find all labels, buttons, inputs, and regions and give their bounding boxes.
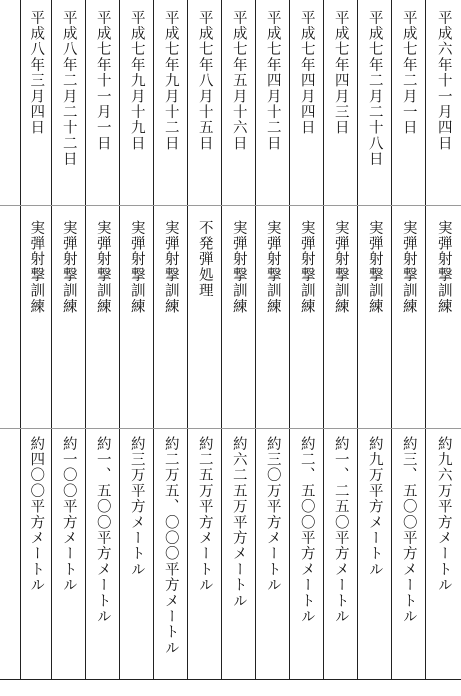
record-type: 不発弾処理 (196, 220, 213, 299)
record-column (255, 0, 289, 680)
record-date: 平成七年二月一日 (400, 10, 417, 136)
record-date: 平成六年十一月四日 (435, 10, 452, 152)
record-column (425, 0, 461, 680)
record-date: 平成七年九月十二日 (162, 10, 179, 152)
record-type: 実弾射撃訓練 (400, 220, 417, 315)
record-column (187, 0, 221, 680)
record-area: 約九六万平方メートル (435, 436, 452, 593)
record-column (323, 0, 357, 680)
record-date: 平成七年八月十五日 (196, 10, 213, 152)
record-column (20, 0, 51, 680)
row-divider (0, 428, 461, 429)
record-type: 実弾射撃訓練 (298, 220, 315, 315)
record-type: 実弾射撃訓練 (60, 220, 77, 315)
record-column (119, 0, 153, 680)
record-area: 約三、五〇〇平方メートル (400, 436, 417, 625)
row-divider (0, 205, 461, 206)
record-area: 約一、二五〇平方メートル (332, 436, 349, 625)
record-column (391, 0, 425, 680)
record-area: 約二万五、〇〇〇平方メートル (162, 436, 179, 656)
record-type: 実弾射撃訓練 (128, 220, 145, 315)
record-column (153, 0, 187, 680)
record-column (221, 0, 255, 680)
record-column (289, 0, 323, 680)
record-date: 平成七年五月十六日 (230, 10, 247, 152)
record-date: 平成七年二月二十八日 (366, 10, 383, 167)
table-bottom-border (0, 679, 461, 680)
record-column (357, 0, 391, 680)
record-type: 実弾射撃訓練 (230, 220, 247, 315)
record-area: 約一〇〇平方メートル (60, 436, 77, 593)
record-area: 約九万平方メートル (366, 436, 383, 578)
record-column (51, 0, 85, 680)
record-type: 実弾射撃訓練 (332, 220, 349, 315)
record-column (85, 0, 119, 680)
record-type: 実弾射撃訓練 (94, 220, 111, 315)
record-date: 平成七年九月十九日 (128, 10, 145, 152)
record-area: 約二、五〇〇平方メートル (298, 436, 315, 625)
record-area: 約一、五〇〇平方メートル (94, 436, 111, 625)
record-date: 平成七年十一月一日 (94, 10, 111, 152)
record-area: 約六二五万平方メートル (230, 436, 247, 609)
record-date: 平成八年三月四日 (28, 10, 45, 136)
record-area: 約三〇万平方メートル (264, 436, 281, 593)
record-type: 実弾射撃訓練 (264, 220, 281, 315)
record-type: 実弾射撃訓練 (366, 220, 383, 315)
record-date: 平成七年四月四日 (298, 10, 315, 136)
record-date: 平成七年四月十二日 (264, 10, 281, 152)
record-area: 約二五万平方メートル (196, 436, 213, 593)
record-area: 約三万平方メートル (128, 436, 145, 578)
record-date: 平成八年二月二十二日 (60, 10, 77, 167)
record-type: 実弾射撃訓練 (28, 220, 45, 315)
record-type: 実弾射撃訓練 (435, 220, 452, 315)
record-date: 平成七年四月三日 (332, 10, 349, 136)
record-area: 約四〇〇平方メートル (28, 436, 45, 593)
record-type: 実弾射撃訓練 (162, 220, 179, 315)
